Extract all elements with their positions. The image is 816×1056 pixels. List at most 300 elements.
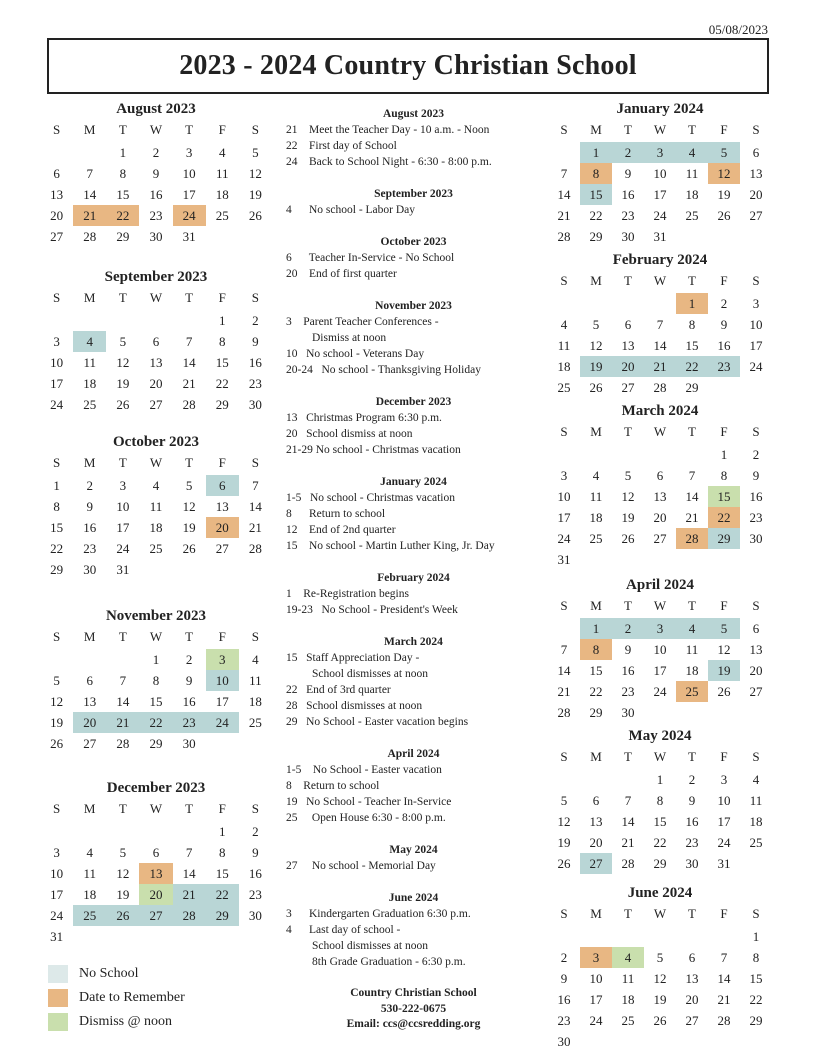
weekday-header: S [251, 290, 260, 305]
day-cell: 22 [215, 376, 229, 391]
day-cell: 17 [215, 694, 229, 709]
event-line: 8th Grade Graduation - 6:30 p.m. [312, 956, 466, 968]
day-cell: 7 [560, 642, 568, 657]
events-month-title: September 2023 [374, 188, 453, 200]
weekday-header: T [185, 455, 194, 470]
day-cell: 9 [86, 499, 93, 514]
weekday-header: S [560, 273, 568, 288]
day-cell: 9 [688, 793, 696, 808]
day-cell: 3 [119, 478, 127, 493]
empty-day [548, 769, 580, 790]
day-cell: 24 [717, 835, 731, 850]
events-month-title: June 2024 [388, 892, 439, 904]
day-cell: 14 [717, 971, 731, 986]
day-cell: 8 [720, 468, 728, 483]
day-cell: 6 [624, 317, 632, 332]
events-month-title: May 2024 [389, 844, 438, 856]
empty-day [612, 769, 644, 790]
day-cell: 14 [557, 663, 571, 678]
day-cell: 13 [215, 499, 229, 514]
day-cell: 29 [589, 705, 603, 720]
empty-day [139, 310, 172, 331]
month-grid [40, 118, 272, 247]
empty-day [612, 444, 644, 465]
weekday-header: F [218, 290, 226, 305]
day-cell: 21 [248, 520, 262, 535]
day-cell: 26 [50, 736, 64, 751]
weekday-header: T [624, 273, 632, 288]
events-month-title: November 2023 [375, 300, 452, 312]
day-cell: 21 [717, 992, 731, 1007]
day-cell: 22 [50, 541, 64, 556]
weekday-header: S [752, 122, 760, 137]
events-month-block [286, 570, 541, 618]
day-cell: 27 [580, 853, 612, 874]
weekday-header: S [52, 122, 61, 137]
day-cell: 6 [688, 950, 696, 965]
events-month-title: December 2023 [375, 396, 452, 408]
weekday-header: M [83, 290, 96, 305]
day-cell: 15 [708, 486, 740, 507]
empty-day [644, 293, 676, 314]
day-cell: 18 [83, 376, 97, 391]
day-cell: 30 [149, 229, 163, 244]
day-cell: 21 [557, 208, 571, 223]
events-month-block [286, 394, 541, 458]
day-cell: 18 [621, 992, 635, 1007]
day-cell: 20 [149, 376, 163, 391]
month-title: September 2023 [104, 269, 208, 285]
month-grid [40, 451, 272, 580]
day-cell: 1 [580, 618, 612, 639]
day-cell: 29 [708, 528, 740, 549]
day-cell: 4 [752, 772, 760, 787]
day-cell: 26 [182, 541, 196, 556]
weekday-header: W [653, 273, 667, 288]
month-grid [40, 286, 272, 415]
event-line: 20-24 No school - Thanksgiving Holiday [286, 364, 481, 376]
school-name: Country Christian School [350, 987, 477, 999]
day-cell: 24 [50, 908, 64, 923]
day-cell: 13 [621, 338, 635, 353]
day-cell: 26 [106, 905, 139, 926]
weekday-header: T [118, 290, 127, 305]
day-cell: 10 [182, 166, 196, 181]
month-grid [548, 118, 772, 247]
month-title: May 2024 [628, 728, 692, 744]
event-line: 4 Last day of school - [286, 924, 401, 936]
day-cell: 25 [557, 380, 571, 395]
day-cell: 13 [50, 187, 64, 202]
day-cell: 8 [688, 317, 696, 332]
day-cell: 16 [717, 338, 731, 353]
weekday-header: F [720, 906, 728, 921]
event-line: 19 No School - Teacher In-Service [286, 796, 452, 808]
contact-footer [286, 986, 541, 1033]
day-cell: 4 [73, 331, 106, 352]
day-cell: 12 [621, 489, 635, 504]
weekday-header: T [624, 598, 632, 613]
events-month-block [286, 634, 541, 730]
day-cell: 24 [653, 684, 667, 699]
page-title: 2023 - 2024 Country Christian School [179, 50, 637, 81]
day-cell: 16 [248, 355, 262, 370]
day-cell: 15 [215, 866, 229, 881]
day-cell: 22 [139, 712, 172, 733]
day-cell: 17 [50, 887, 64, 902]
event-line: 15 No school - Martin Luther King, Jr. Day [286, 540, 495, 552]
day-cell: 23 [149, 208, 163, 223]
day-cell: 19 [182, 520, 196, 535]
day-cell: 25 [749, 835, 763, 850]
day-cell: 27 [215, 541, 229, 556]
day-cell: 24 [116, 541, 130, 556]
event-line: 8 Return to school [286, 780, 380, 792]
day-cell: 7 [624, 793, 632, 808]
day-cell: 25 [248, 715, 262, 730]
day-cell: 11 [249, 673, 262, 688]
day-cell: 13 [149, 355, 163, 370]
event-line: 21 Meet the Teacher Day - 10 a.m. - Noon [286, 124, 490, 136]
empty-day [676, 926, 708, 947]
calendar-june-2024 [548, 884, 772, 1052]
day-cell: 4 [676, 142, 708, 163]
day-cell: 25 [621, 1013, 635, 1028]
weekday-header: T [624, 906, 632, 921]
legend-label: Date to Remember [79, 990, 185, 1005]
event-line: 15 Staff Appreciation Day - [286, 652, 420, 664]
day-cell: 5 [624, 468, 632, 483]
school-email: Email: ccs@ccsredding.org [346, 1018, 481, 1030]
day-cell: 21 [73, 205, 106, 226]
day-cell: 16 [182, 694, 196, 709]
weekday-header: F [720, 122, 728, 137]
events-month-title: February 2024 [377, 572, 450, 584]
weekday-header: M [83, 629, 96, 644]
day-cell: 25 [83, 397, 97, 412]
day-cell: 21 [644, 356, 676, 377]
empty-day [612, 293, 644, 314]
weekday-header: W [149, 629, 163, 644]
day-cell: 26 [653, 1013, 667, 1028]
weekday-header: W [149, 122, 163, 137]
day-cell: 1 [219, 824, 226, 839]
weekday-header: T [185, 122, 194, 137]
event-line: Dismiss at noon [312, 332, 387, 344]
day-cell: 28 [248, 541, 262, 556]
month-title: March 2024 [621, 403, 699, 419]
weekday-header: S [251, 122, 260, 137]
day-cell: 12 [116, 355, 130, 370]
day-cell: 17 [116, 520, 130, 535]
day-cell: 15 [589, 663, 603, 678]
empty-day [73, 310, 106, 331]
day-cell: 24 [589, 1013, 603, 1028]
day-cell: 15 [580, 184, 612, 205]
weekday-header: T [118, 122, 127, 137]
day-cell: 17 [717, 814, 731, 829]
day-cell: 6 [752, 145, 760, 160]
day-cell: 7 [720, 950, 728, 965]
legend-item [48, 1010, 185, 1034]
day-cell: 29 [653, 856, 667, 871]
weekday-header: S [560, 598, 568, 613]
month-title: February 2024 [612, 252, 708, 268]
day-cell: 24 [749, 359, 763, 374]
events-month-block [286, 842, 541, 874]
empty-day [40, 649, 73, 670]
day-cell: 5 [560, 793, 568, 808]
event-line: 22 End of 3rd quarter [286, 684, 391, 696]
day-cell: 15 [749, 971, 763, 986]
day-cell: 7 [119, 673, 127, 688]
day-cell: 19 [621, 510, 635, 525]
day-cell: 4 [560, 317, 568, 332]
legend-label: Dismiss @ noon [79, 1014, 173, 1029]
day-cell: 20 [653, 510, 667, 525]
empty-day [580, 444, 612, 465]
weekday-header: F [720, 424, 728, 439]
day-cell: 15 [653, 814, 667, 829]
day-cell: 30 [248, 397, 262, 412]
month-title: December 2023 [106, 780, 206, 796]
day-cell: 29 [215, 397, 229, 412]
day-cell: 27 [749, 684, 763, 699]
calendar-january-2024 [548, 100, 772, 247]
day-cell: 28 [653, 380, 667, 395]
day-cell: 15 [50, 520, 64, 535]
day-cell: 30 [621, 229, 635, 244]
day-cell: 13 [749, 166, 763, 181]
weekday-header: M [83, 455, 96, 470]
events-month-title: March 2024 [384, 636, 443, 648]
weekday-header: W [653, 906, 667, 921]
day-cell: 28 [621, 856, 635, 871]
day-cell: 4 [612, 947, 644, 968]
day-cell: 24 [173, 205, 206, 226]
calendar-september-2023 [40, 268, 272, 415]
day-cell: 18 [215, 187, 229, 202]
month-grid [548, 745, 772, 874]
day-cell: 3 [644, 142, 676, 163]
day-cell: 26 [717, 684, 731, 699]
day-cell: 15 [685, 338, 699, 353]
day-cell: 11 [621, 971, 635, 986]
day-cell: 30 [685, 856, 699, 871]
day-cell: 16 [83, 520, 97, 535]
day-cell: 2 [612, 142, 644, 163]
day-cell: 19 [248, 187, 262, 202]
day-cell: 5 [708, 142, 740, 163]
empty-day [106, 821, 139, 842]
day-cell: 12 [589, 338, 603, 353]
weekday-header: T [688, 273, 696, 288]
day-cell: 27 [50, 229, 64, 244]
weekday-header: M [83, 122, 96, 137]
day-cell: 6 [656, 468, 664, 483]
empty-day [40, 142, 73, 163]
day-cell: 13 [589, 814, 603, 829]
day-cell: 9 [152, 166, 160, 181]
day-cell: 9 [252, 845, 259, 860]
day-cell: 29 [50, 562, 64, 577]
event-line: 3 Kindergarten Graduation 6:30 p.m. [286, 908, 471, 920]
day-cell: 14 [621, 814, 635, 829]
empty-day [548, 618, 580, 639]
empty-day [139, 821, 172, 842]
day-cell: 31 [653, 229, 667, 244]
day-cell: 31 [116, 562, 130, 577]
day-cell: 4 [592, 468, 600, 483]
day-cell: 11 [685, 166, 699, 181]
day-cell: 25 [676, 681, 708, 702]
day-cell: 2 [185, 652, 193, 667]
empty-day [676, 444, 708, 465]
calendar-october-2023 [40, 433, 272, 580]
event-line: 1-5 No school - Christmas vacation [286, 492, 455, 504]
weekday-header: M [590, 749, 602, 764]
weekday-header: S [52, 801, 61, 816]
day-cell: 27 [139, 905, 172, 926]
day-cell: 20 [73, 712, 106, 733]
weekday-header: T [688, 749, 696, 764]
calendar-november-2023 [40, 607, 272, 754]
day-cell: 14 [653, 338, 667, 353]
empty-day [106, 649, 139, 670]
day-cell: 8 [119, 166, 127, 181]
weekday-header: S [52, 629, 61, 644]
school-phone: 530-222-0675 [380, 1002, 447, 1015]
day-cell: 12 [248, 166, 262, 181]
day-cell: 4 [252, 652, 259, 667]
day-cell: 31 [50, 929, 64, 944]
day-cell: 2 [152, 145, 160, 160]
weekday-header: T [118, 455, 127, 470]
day-cell: 11 [83, 866, 96, 881]
day-cell: 20 [749, 663, 763, 678]
day-cell: 21 [106, 712, 139, 733]
weekday-header: S [52, 290, 61, 305]
event-line: 1-5 No School - Easter vacation [286, 764, 442, 776]
day-cell: 11 [685, 642, 699, 657]
empty-day [644, 444, 676, 465]
day-cell: 10 [717, 793, 731, 808]
day-cell: 21 [173, 884, 206, 905]
events-month-block [286, 234, 541, 282]
day-cell: 10 [749, 317, 763, 332]
day-cell: 4 [676, 618, 708, 639]
day-cell: 23 [708, 356, 740, 377]
empty-day [73, 649, 106, 670]
month-grid [548, 594, 772, 723]
day-cell: 30 [248, 908, 262, 923]
weekday-header: S [752, 273, 760, 288]
day-cell: 24 [206, 712, 239, 733]
day-cell: 6 [206, 475, 239, 496]
legend [48, 962, 185, 1034]
day-cell: 11 [557, 338, 571, 353]
day-cell: 19 [653, 992, 667, 1007]
month-grid [548, 902, 772, 1052]
day-cell: 10 [50, 866, 64, 881]
day-cell: 16 [685, 814, 699, 829]
day-cell: 9 [624, 166, 632, 181]
revision-date: 05/08/2023 [708, 22, 768, 37]
weekday-header: F [218, 629, 226, 644]
day-cell: 2 [560, 950, 568, 965]
day-cell: 19 [50, 715, 64, 730]
day-cell: 14 [557, 187, 571, 202]
day-cell: 27 [685, 1013, 699, 1028]
day-cell: 2 [252, 824, 259, 839]
day-cell: 29 [749, 1013, 763, 1028]
day-cell: 7 [86, 166, 93, 181]
day-cell: 27 [653, 531, 667, 546]
empty-day [173, 821, 206, 842]
day-cell: 14 [248, 499, 262, 514]
day-cell: 11 [149, 499, 163, 514]
weekday-header: M [590, 906, 602, 921]
day-cell: 25 [215, 208, 229, 223]
events-list [286, 106, 541, 986]
weekday-header: S [251, 455, 260, 470]
day-cell: 2 [612, 618, 644, 639]
title-box [47, 38, 769, 94]
day-cell: 11 [749, 793, 763, 808]
day-cell: 2 [252, 313, 259, 328]
empty-day [644, 926, 676, 947]
weekday-header: T [688, 598, 696, 613]
day-cell: 8 [53, 499, 60, 514]
day-cell: 21 [621, 835, 635, 850]
day-cell: 16 [749, 489, 763, 504]
empty-day [580, 769, 612, 790]
legend-label: No School [79, 966, 139, 981]
day-cell: 12 [717, 642, 731, 657]
weekday-header: T [185, 801, 194, 816]
day-cell: 1 [656, 772, 664, 787]
day-cell: 17 [182, 187, 196, 202]
day-cell: 14 [116, 694, 130, 709]
empty-day [73, 821, 106, 842]
day-cell: 11 [83, 355, 96, 370]
day-cell: 5 [185, 478, 193, 493]
events-month-title: January 2024 [380, 476, 447, 488]
weekday-header: T [688, 122, 696, 137]
day-cell: 3 [752, 296, 760, 311]
day-cell: 12 [653, 971, 667, 986]
weekday-header: W [653, 749, 667, 764]
day-cell: 17 [653, 187, 667, 202]
day-cell: 19 [116, 887, 130, 902]
day-cell: 13 [653, 489, 667, 504]
day-cell: 9 [185, 673, 193, 688]
day-cell: 21 [182, 376, 196, 391]
day-cell: 18 [557, 359, 571, 374]
day-cell: 27 [149, 397, 163, 412]
month-title: August 2023 [116, 101, 196, 117]
day-cell: 18 [149, 520, 163, 535]
weekday-header: T [624, 122, 632, 137]
day-cell: 6 [86, 673, 93, 688]
day-cell: 3 [206, 649, 239, 670]
empty-day [548, 926, 580, 947]
empty-day [580, 926, 612, 947]
day-cell: 5 [252, 145, 259, 160]
empty-day [40, 310, 73, 331]
weekday-header: W [653, 424, 667, 439]
day-cell: 29 [589, 229, 603, 244]
